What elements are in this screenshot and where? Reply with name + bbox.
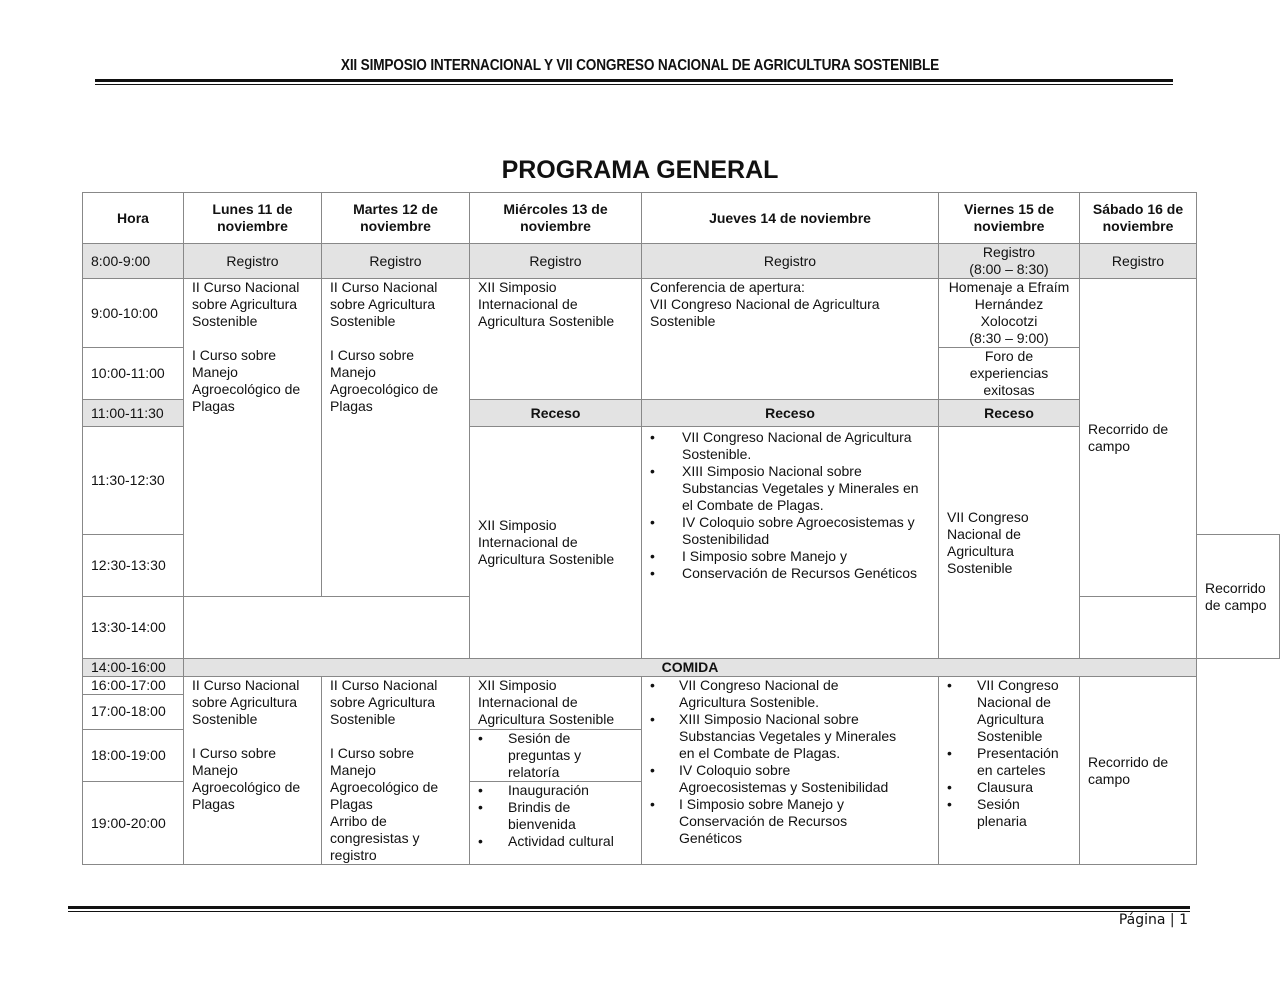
martes-course-2: I Curso sobre Manejo Agroecológico de Plagas	[330, 745, 439, 812]
jueves-midday	[642, 427, 939, 659]
lunes-course-1: II Curso Nacional sobre Agricultura Sostenible	[192, 279, 300, 329]
miercoles-afternoon-sesion	[470, 729, 642, 782]
document-header-title: XII SIMPOSIO INTERNACIONAL Y VII CONGRESO NACIONAL DE AGRICULTURA SOSTENIBLE	[340, 57, 940, 74]
viernes-afternoon	[939, 677, 1080, 865]
header-rule-thin	[95, 84, 1173, 85]
martes-afternoon	[322, 677, 470, 865]
footer-rule	[68, 906, 1190, 909]
header-rule	[95, 79, 1173, 82]
list-item: • Presentación en carteles	[947, 745, 1071, 779]
miercoles-afternoon-inauguracion	[470, 782, 642, 865]
col-header-martes: Martes 12 de noviembre	[322, 193, 470, 244]
miercoles-sesion-list	[478, 730, 633, 781]
list-item: • VII Congreso Nacional de Agricultura Sostenible.	[650, 677, 900, 711]
registro-martes: Registro	[322, 244, 470, 279]
time-cell: 16:00-17:00	[83, 677, 184, 695]
viernes-homenaje-time: (8:30 – 9:00)	[969, 330, 1049, 346]
registro-viernes-time: (8:00 – 8:30)	[969, 261, 1049, 277]
list-item: • VII Congreso Nacional de Agricultura Sostenible.	[650, 429, 930, 463]
time-cell: 11:30-12:30	[83, 427, 184, 535]
list-item: • Sesión de preguntas y relatoría	[478, 730, 633, 781]
table-row-registro	[83, 244, 1280, 279]
page-title: PROGRAMA GENERAL	[501, 156, 779, 184]
lunes-course-1: II Curso Nacional sobre Agricultura Sostenible	[192, 677, 300, 727]
list-item: • IV Coloquio sobre Agroecosistemas y Sostenibilidad	[650, 762, 900, 796]
receso-miercoles: Receso	[470, 400, 642, 427]
viernes-foro: Foro de experiencias exitosas	[939, 348, 1080, 400]
time-cell: 18:00-19:00	[83, 729, 184, 782]
lunes-afternoon	[184, 677, 322, 865]
sabado-midday: Recorrido de campo	[1197, 535, 1280, 659]
col-header-viernes: Viernes 15 de noviembre	[939, 193, 1080, 244]
list-item: • Actividad cultural	[478, 833, 633, 850]
martes-arribo: Arribo de congresistas y registro	[330, 813, 420, 863]
list-item: • XIII Simposio Nacional sobre Substancias Vegetales y Minerales en el Combate de Plagas.	[650, 463, 930, 514]
registro-viernes	[939, 244, 1080, 279]
time-cell: 9:00-10:00	[83, 279, 184, 348]
col-header-miercoles: Miércoles 13 de noviembre	[470, 193, 642, 244]
jueves-afternoon	[642, 677, 939, 865]
jueves-conference-label: Conferencia de apertura:	[650, 279, 805, 295]
time-cell: 8:00-9:00	[83, 244, 184, 279]
martes-course-2: I Curso sobre Manejo Agroecológico de Plagas	[330, 347, 439, 414]
table-row-16	[83, 677, 1280, 695]
sabado-morning: Recorrido de campo	[1080, 279, 1197, 597]
time-cell: 13:30-14:00	[83, 597, 184, 659]
schedule-table	[82, 192, 1280, 865]
miercoles-inauguracion-list	[478, 782, 633, 850]
registro-lunes: Registro	[184, 244, 322, 279]
registro-viernes-label: Registro	[982, 244, 1036, 260]
list-item: • I Simposio sobre Manejo y Conservación de Recursos Genéticos	[650, 796, 900, 847]
list-item: • XIII Simposio Nacional sobre Substancias Vegetales y Minerales en el Combate de Plagas.	[650, 711, 900, 762]
jueves-morning	[642, 279, 939, 400]
col-header-sabado: Sábado 16 de noviembre	[1080, 193, 1197, 244]
miercoles-morning: XII Simposio Internacional de Agricultura Sostenible	[470, 279, 642, 400]
time-cell: 12:30-13:30	[83, 535, 184, 597]
header-row	[83, 193, 1280, 244]
time-cell: 11:00-11:30	[83, 400, 184, 427]
list-item: • I Simposio sobre Manejo y	[650, 548, 930, 565]
table-row-comida	[83, 659, 1280, 677]
col-header-lunes: Lunes 11 de noviembre	[184, 193, 322, 244]
sabado-afternoon: Recorrido de campo	[1080, 677, 1197, 865]
jueves-midday-list	[650, 429, 930, 582]
lunes-morning	[184, 279, 322, 597]
page-number: Página | 1	[1118, 912, 1188, 928]
list-item: • Clausura	[947, 779, 1071, 796]
viernes-midday: VII Congreso Nacional de Agricultura Sostenible	[939, 427, 1080, 659]
list-item: • IV Coloquio sobre Agroecosistemas y Sostenibilidad	[650, 514, 930, 548]
martes-course-1: II Curso Nacional sobre Agricultura Sostenible	[330, 677, 438, 727]
receso-jueves: Receso	[642, 400, 939, 427]
viernes-homenaje	[939, 279, 1080, 348]
list-item: • VII Congreso Nacional de Agricultura Sostenible	[947, 677, 1071, 745]
receso-viernes: Receso	[939, 400, 1080, 427]
viernes-homenaje-label: Homenaje a Efraím Hernández Xolocotzi	[948, 279, 1070, 329]
time-cell: 10:00-11:00	[83, 348, 184, 400]
time-cell: 14:00-16:00	[83, 659, 184, 677]
jueves-afternoon-list	[650, 677, 930, 847]
time-cell: 17:00-18:00	[83, 695, 184, 729]
list-item: • Conservación de Recursos Genéticos	[650, 565, 930, 582]
list-item: • Inauguración	[478, 782, 633, 799]
martes-morning	[322, 279, 470, 597]
col-header-hora: Hora	[83, 193, 184, 244]
lunes-course-2: I Curso sobre Manejo Agroecológico de Plagas	[192, 745, 301, 812]
list-item: • Brindis de bienvenida	[478, 799, 633, 833]
lunes-course-2: I Curso sobre Manejo Agroecológico de Plagas	[192, 347, 301, 414]
registro-sabado: Registro	[1080, 244, 1197, 279]
time-cell: 19:00-20:00	[83, 782, 184, 865]
col-header-jueves: Jueves 14 de noviembre	[642, 193, 939, 244]
registro-jueves: Registro	[642, 244, 939, 279]
registro-miercoles: Registro	[470, 244, 642, 279]
miercoles-afternoon-simposio: XII Simposio Internacional de Agricultura Sostenible	[470, 677, 642, 730]
table-row-9	[83, 279, 1280, 348]
footer-rule-thin	[68, 911, 1190, 912]
jueves-conference-title: VII Congreso Nacional de Agricultura Sostenible	[650, 296, 880, 329]
list-item: • Sesión plenaria	[947, 796, 1071, 830]
viernes-afternoon-list	[947, 677, 1071, 830]
comida-cell: COMIDA	[184, 659, 1197, 677]
miercoles-midday: XII Simposio Internacional de Agricultura Sostenible	[470, 427, 642, 659]
martes-course-1: II Curso Nacional sobre Agricultura Sostenible	[330, 279, 438, 329]
